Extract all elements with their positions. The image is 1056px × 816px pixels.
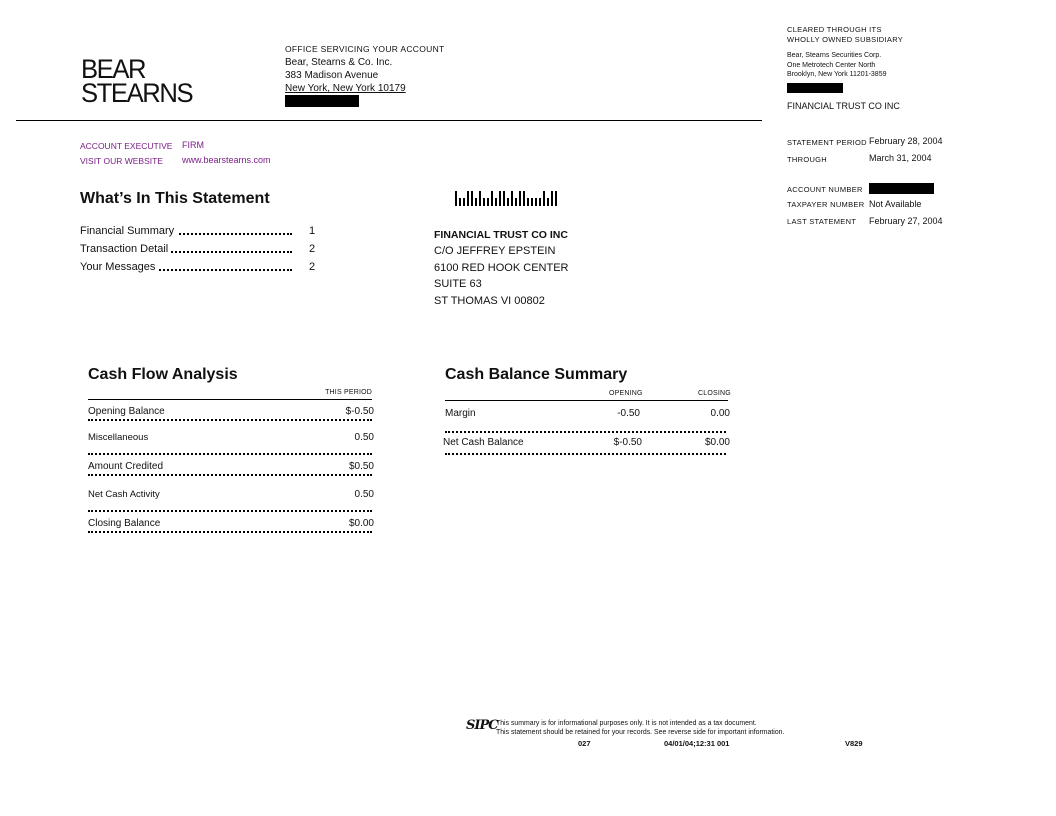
recipient-line: ST THOMAS VI 00802	[434, 294, 545, 307]
dotted-rule	[445, 453, 726, 455]
cash-flow-analysis	[88, 366, 374, 536]
row-label: Closing Balance	[88, 518, 161, 529]
account-number-label: ACCOUNT NUMBER	[787, 185, 863, 194]
footer-code-2: 04/01/04;12:31 001	[664, 739, 730, 748]
barcode-bar	[551, 191, 553, 206]
barcode-bar	[503, 191, 505, 206]
row-closing: 0.00	[710, 408, 730, 419]
cash-flow-row	[88, 406, 374, 417]
row-value: 0.50	[354, 489, 374, 500]
dotted-rule	[88, 531, 372, 533]
bear-stearns-logo	[81, 54, 193, 108]
sipc-logo: SIPC	[466, 718, 498, 733]
office-label: OFFICE SERVICING YOUR ACCOUNT	[285, 44, 445, 54]
toc-item-page: 2	[309, 243, 316, 255]
cash-balance-row	[443, 437, 730, 448]
account-executive-value: FIRM	[182, 140, 204, 150]
row-label: Net Cash Activity	[88, 489, 160, 500]
cash-flow-row	[88, 518, 374, 529]
toc-item-label: Transaction Detail	[80, 243, 171, 255]
barcode-bar	[475, 198, 477, 206]
redaction-bar	[787, 83, 843, 93]
footer-line-2: This statement should be retained for your records. See reverse side for important information.	[496, 727, 785, 736]
clearing-company: Bear, Stearns Securities Corp.	[787, 52, 882, 59]
website-link[interactable]: www.bearstearns.com	[182, 155, 271, 165]
dotted-rule	[88, 453, 372, 455]
logo-line-1: BEAR	[81, 54, 146, 84]
cash-flow-row	[88, 489, 374, 500]
footer-line-1: This summary is for informational purposes only. It is not intended as a tax document.	[496, 718, 757, 727]
office-street: 383 Madison Avenue	[285, 70, 379, 81]
cash-balance-summary	[445, 366, 730, 461]
through-value: March 31, 2004	[869, 153, 932, 163]
cash-flow-title: Cash Flow Analysis	[88, 366, 238, 383]
clearing-street: One Metrotech Center North	[787, 61, 876, 69]
last-statement-value: February 27, 2004	[869, 216, 943, 226]
toc-title: What’s In This Statement	[80, 190, 270, 207]
barcode-bar	[539, 198, 541, 206]
dotted-rule	[88, 510, 372, 512]
dotted-rule	[88, 474, 372, 476]
website-label: VISIT OUR WEBSITE	[80, 156, 163, 166]
row-value: $0.00	[348, 518, 374, 529]
toc-item[interactable]	[80, 242, 320, 260]
barcode-bar	[519, 191, 521, 206]
toc-item[interactable]	[80, 224, 320, 242]
statement-period-label: STATEMENT PERIOD	[787, 138, 867, 147]
office-address	[285, 43, 445, 107]
row-value: $-0.50	[345, 406, 374, 417]
clearing-city: Brooklyn, New York 11201-3859	[787, 71, 887, 78]
office-city: New York, New York 10179	[285, 83, 406, 94]
row-opening: -0.50	[617, 408, 640, 419]
row-closing: $0.00	[704, 437, 730, 448]
redaction-bar	[285, 95, 359, 107]
row-label: Opening Balance	[88, 406, 165, 417]
account-number-redaction	[869, 183, 934, 194]
barcode-bar	[499, 191, 501, 206]
barcode-bar	[535, 198, 537, 206]
closing-header: CLOSING	[698, 390, 731, 397]
clearing-info	[787, 25, 987, 111]
dotted-rule	[445, 431, 726, 433]
barcode-bar	[515, 198, 517, 206]
account-name: FINANCIAL TRUST CO INC	[787, 100, 900, 111]
last-statement-label: LAST STATEMENT	[787, 217, 857, 226]
row-value: 0.50	[354, 432, 374, 443]
row-label: Margin	[445, 408, 476, 419]
cash-balance-row	[445, 408, 730, 419]
toc-item-label: Your Messages	[80, 261, 158, 273]
office-name: Bear, Stearns & Co. Inc.	[285, 57, 393, 68]
dotted-rule	[88, 419, 372, 421]
barcode-bar	[479, 191, 481, 206]
logo-line-2: STEARNS	[81, 78, 193, 108]
barcode-bar	[507, 198, 509, 206]
cash-flow-row	[88, 432, 374, 443]
this-period-header: THIS PERIOD	[325, 389, 372, 396]
opening-header: OPENING	[609, 390, 643, 397]
toc-item-page: 1	[309, 225, 316, 237]
toc-item-page: 2	[309, 261, 316, 273]
toc-item-label: Financial Summary	[80, 225, 177, 237]
row-label: Amount Credited	[88, 461, 164, 472]
cash-balance-title: Cash Balance Summary	[445, 366, 628, 383]
barcode-bar	[483, 198, 485, 206]
footer-disclaimer	[496, 718, 784, 736]
recipient-line: 6100 RED HOOK CENTER	[434, 261, 569, 274]
barcode-bar	[527, 198, 529, 206]
clearing-line-1: CLEARED THROUGH ITS	[787, 25, 882, 34]
barcode-bar	[523, 191, 525, 206]
barcode-bar	[543, 191, 545, 206]
barcode-bar	[471, 191, 473, 206]
cash-flow-row	[88, 461, 374, 472]
toc-list	[80, 224, 320, 278]
footer-code-1: 027	[578, 739, 591, 748]
barcode-bar	[467, 191, 469, 206]
barcode-bar	[511, 191, 513, 206]
barcode-bar	[491, 191, 493, 206]
header-rule	[445, 400, 728, 401]
taxpayer-value: Not Available	[869, 199, 922, 209]
header-rule	[88, 399, 372, 400]
recipient-name: FINANCIAL TRUST CO INC	[434, 229, 568, 241]
barcode-bar	[555, 191, 557, 206]
postal-barcode	[455, 191, 561, 207]
barcode-bar	[459, 198, 461, 206]
barcode-bar	[463, 198, 465, 206]
row-label: Net Cash Balance	[443, 437, 524, 448]
recipient-address	[434, 227, 568, 309]
barcode-bar	[487, 198, 489, 206]
clearing-line-2: WHOLLY OWNED SUBSIDIARY	[787, 35, 904, 44]
header-divider	[16, 120, 762, 121]
barcode-bar	[547, 198, 549, 206]
row-value: $0.50	[348, 461, 374, 472]
row-opening: $-0.50	[613, 437, 642, 448]
taxpayer-label: TAXPAYER NUMBER	[787, 200, 865, 209]
barcode-bar	[455, 191, 457, 206]
through-label: THROUGH	[787, 155, 828, 164]
recipient-line: C/O JEFFREY EPSTEIN	[434, 245, 556, 258]
footer-code-3: V829	[845, 739, 863, 748]
recipient-line: SUITE 63	[434, 278, 482, 291]
barcode-bar	[531, 198, 533, 206]
toc-item[interactable]	[80, 260, 320, 278]
account-executive-label: ACCOUNT EXECUTIVE	[80, 141, 173, 151]
statement-period-value: February 28, 2004	[869, 136, 943, 146]
barcode-bar	[495, 198, 497, 206]
row-label: Miscellaneous	[88, 432, 149, 443]
